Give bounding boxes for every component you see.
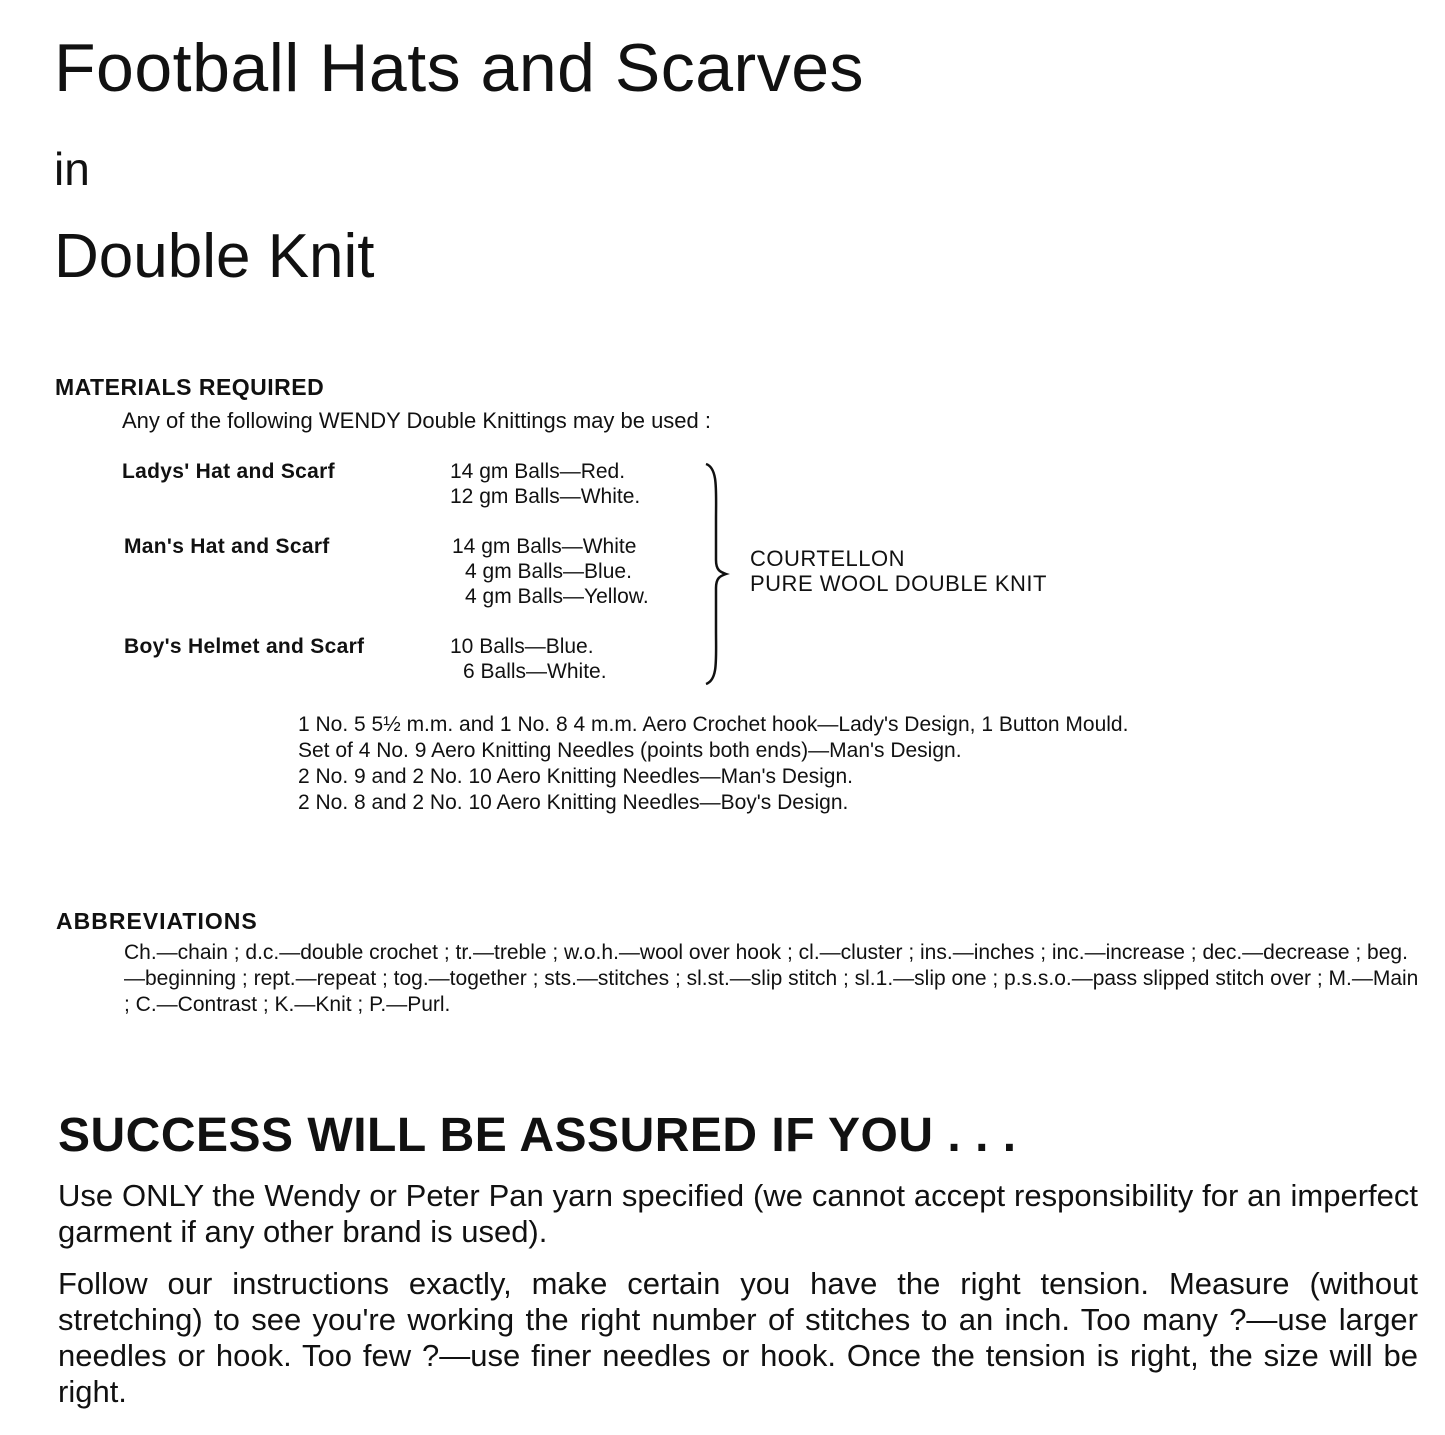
item-name-mans: Man's Hat and Scarf <box>124 535 330 558</box>
brace-icon <box>700 460 734 688</box>
needles-line-3: 2 No. 9 and 2 No. 10 Aero Knitting Needles—Man's Design. <box>298 765 853 788</box>
success-paragraph-2: Follow our instructions exactly, make certain you have the right tension. Measure (without stretching) to see you're working the right number of stitches to an inch. Too many ?—use larger needles or hook. Too few ?—use finer needles or hook. Once the tension is right, the size will be right. <box>58 1266 1418 1409</box>
qty-mans-3: 4 gm Balls—Yellow. <box>465 585 649 608</box>
needles-line-1: 1 No. 5 5½ m.m. and 1 No. 8 4 m.m. Aero Crochet hook—Lady's Design, 1 Button Mould. <box>298 713 1129 736</box>
title-line-2: in <box>54 143 90 195</box>
materials-intro: Any of the following WENDY Double Knittings may be used : <box>122 408 712 433</box>
item-name-ladys: Ladys' Hat and Scarf <box>122 460 335 483</box>
yarn-types <box>750 546 1047 596</box>
yarn-type-2: PURE WOOL DOUBLE KNIT <box>750 571 1047 596</box>
yarn-type-1: COURTELLON <box>750 546 905 571</box>
qty-ladys-2: 12 gm Balls—White. <box>450 485 641 508</box>
needles-line-4: 2 No. 8 and 2 No. 10 Aero Knitting Needles—Boy's Design. <box>298 791 849 814</box>
success-heading: SUCCESS WILL BE ASSURED IF YOU . . . <box>58 1109 1017 1162</box>
success-paragraph-1: Use ONLY the Wendy or Peter Pan yarn specified (we cannot accept responsibility for an imperfect garment if any other brand is used). <box>58 1178 1418 1249</box>
qty-mans-2: 4 gm Balls—Blue. <box>465 560 632 583</box>
abbreviations-heading: ABBREVIATIONS <box>56 908 258 934</box>
qty-mans-1: 14 gm Balls—White <box>452 535 637 558</box>
qty-boys-1: 10 Balls—Blue. <box>450 635 594 658</box>
qty-boys-2: 6 Balls—White. <box>463 660 607 683</box>
title-line-3: Double Knit <box>54 222 375 291</box>
title-line-1: Football Hats and Scarves <box>54 30 865 106</box>
qty-ladys-1: 14 gm Balls—Red. <box>450 460 626 483</box>
needles-line-2: Set of 4 No. 9 Aero Knitting Needles (points both ends)—Man's Design. <box>298 739 962 762</box>
needles-list <box>298 712 1128 816</box>
item-name-boys: Boy's Helmet and Scarf <box>124 635 365 658</box>
materials-heading: MATERIALS REQUIRED <box>55 374 325 400</box>
abbreviations-text: Ch.—chain ; d.c.—double crochet ; tr.—treble ; w.o.h.—wool over hook ; cl.—cluster ; ins.—inches ; inc.—increase ; dec.—decrease ; beg.—beginning ; rept.—repeat ; tog.—together ; sts.—stitches ; sl.st.—slip stitch ; sl.1.—slip one ; p.s.s.o.—pass slipped stitch over ; M.—Main ; C.—Contrast ; K.—Knit ; P.—Purl. <box>124 941 1419 1016</box>
